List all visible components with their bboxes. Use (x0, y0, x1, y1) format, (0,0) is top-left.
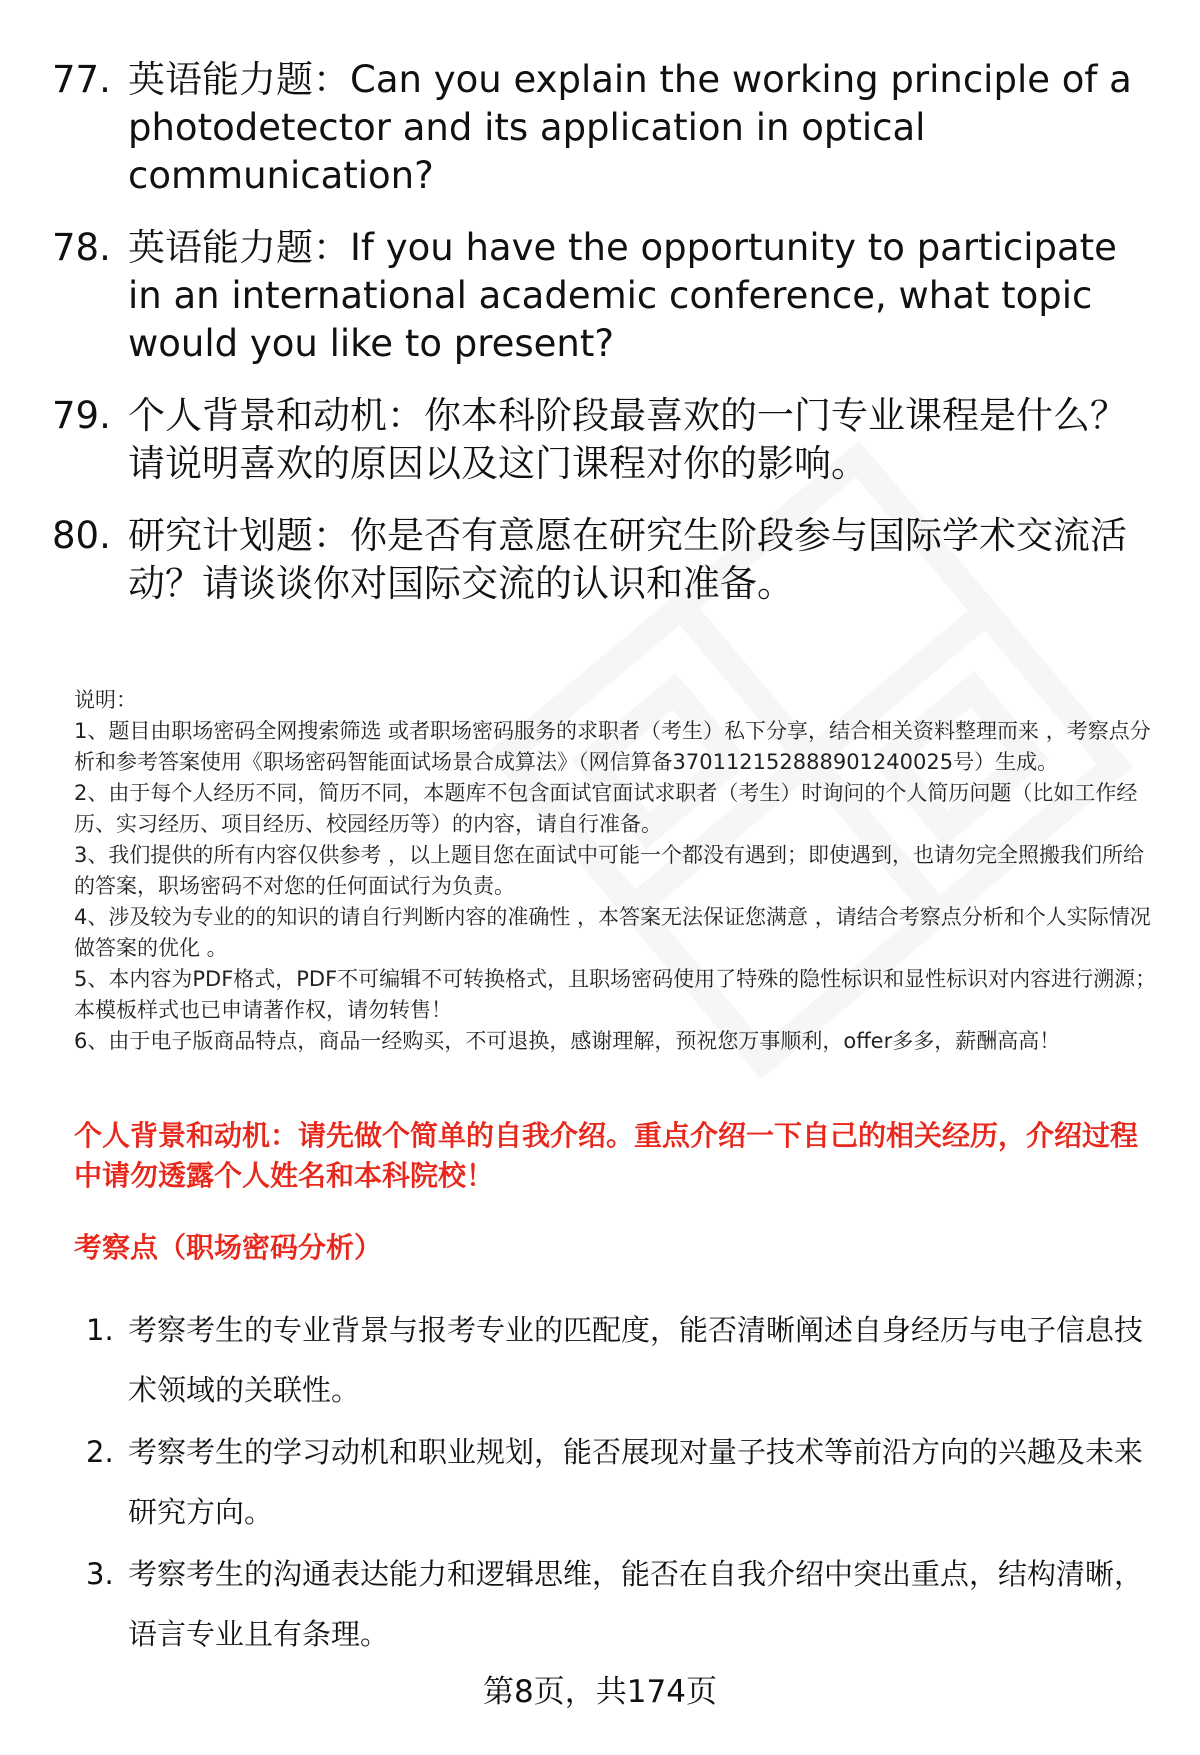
question-item (52, 56, 1162, 200)
question-item (52, 224, 1162, 368)
question-number: 80. (52, 514, 111, 557)
note-item: 1、题目由职场密码全网搜索筛选 或者职场密码服务的求职者（考生）私下分享，结合相关资料整理而来 ，考察点分析和参考答案使用《职场密码智能面试场景合成算法》（网信算备370112152888901240025号）生成。 (74, 719, 1151, 774)
highlight-question: 个人背景和动机：请先做个简单的自我介绍。重点介绍一下自己的相关经历，介绍过程中请勿透露个人姓名和本科院校！ (74, 1119, 1139, 1192)
question-text: 个人背景和动机：你本科阶段最喜欢的一门专业课程是什么？请说明喜欢的原因以及这门课程对你的影响。 (128, 394, 1127, 485)
note-item: 4、涉及较为专业的的知识的请自行判断内容的准确性 ，本答案无法保证您满意 ，请结合考察点分析和个人实际情况做答案的优化 。 (74, 905, 1151, 960)
point-number: 3. (86, 1557, 114, 1591)
notes-section (74, 685, 1164, 1057)
question-number: 78. (52, 226, 111, 269)
question-item (52, 392, 1162, 488)
question-number: 77. (52, 58, 111, 101)
point-number: 2. (86, 1435, 114, 1469)
analysis-points (86, 1300, 1156, 1666)
point-text: 考察考生的专业背景与报考专业的匹配度，能否清晰阐述自身经历与电子信息技术领域的关联性。 (128, 1313, 1144, 1407)
point-number: 1. (86, 1313, 114, 1347)
analysis-point (86, 1300, 1156, 1420)
note-item: 3、我们提供的所有内容仅供参考 ，以上题目您在面试中可能一个都没有遇到；即使遇到，也请勿完全照搬我们所给的答案，职场密码不对您的任何面试行为负责。 (74, 843, 1145, 898)
note-item: 2、由于每个人经历不同，简历不同，本题库不包含面试官面试求职者（考生）时询问的个人简历问题（比如工作经历、实习经历、项目经历、校园经历等）的内容，请自行准备。 (74, 781, 1138, 836)
analysis-point (86, 1422, 1156, 1542)
point-text: 考察考生的学习动机和职业规划，能否展现对量子技术等前沿方向的兴趣及未来研究方向。 (128, 1435, 1144, 1529)
question-number: 79. (52, 394, 111, 437)
note-item: 6、由于电子版商品特点，商品一经购买，不可退换，感谢理解，预祝您万事顺利，offer多多，薪酬高高！ (74, 1029, 1061, 1053)
notes-heading: 说明： (74, 688, 137, 712)
question-list (52, 56, 1162, 632)
question-text: 研究计划题：你是否有意愿在研究生阶段参与国际学术交流活动？请谈谈你对国际交流的认识和准备。 (128, 514, 1127, 605)
page-footer: 第8页，共174页 (483, 1674, 717, 1710)
question-text: 英语能力题：Can you explain the working principle of a photodetector and its application in optical communication? (128, 58, 1132, 197)
note-item: 5、本内容为PDF格式，PDF不可编辑不可转换格式，且职场密码使用了特殊的隐性标识和显性标识对内容进行溯源；本模板样式也已申请著作权，请勿转售！ (74, 967, 1157, 1022)
analysis-point (86, 1544, 1156, 1664)
point-text: 考察考生的沟通表达能力和逻辑思维，能否在自我介绍中突出重点，结构清晰，语言专业且有条理。 (128, 1557, 1144, 1651)
analysis-title: 考察点（职场密码分析） (74, 1231, 383, 1264)
question-text: 英语能力题：If you have the opportunity to participate in an international academic conference, what topic would you like to present? (128, 226, 1117, 365)
question-item (52, 512, 1162, 608)
